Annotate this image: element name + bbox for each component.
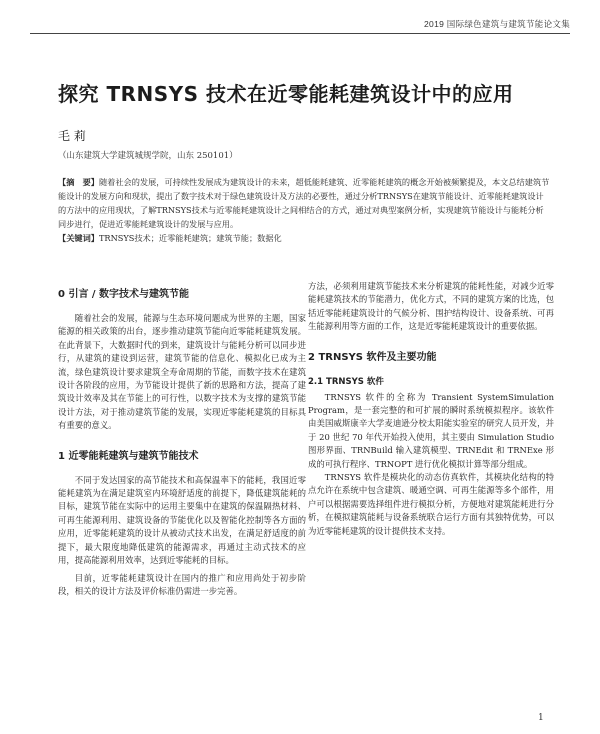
keywords	[58, 231, 550, 245]
right-column	[308, 280, 554, 538]
author-affiliation: （山东建筑大学建筑城规学院，山东 250101）	[58, 151, 238, 161]
section-0-paragraph: 随着社会的发展，能源与生态环境问题成为世界的主题，国家能源的相关政策的出台，逐步推动建筑节能向近零能耗建筑发展。在此背景下，大数据时代的到来，建筑设计与能耗分析可以同步进行，从建筑的建设到运营，建筑节能的信息化、模拟化已成为主流，绿色建筑设计要求建筑全寿命周期的节能，而数字技术在建筑设计各阶段的应用，为节能设计提供了新的思路和方法，提高了建筑设计效率及其在节能上的可行性，以数字技术为支撑的建筑节能设计方法，对于推动建筑节能的发展，实现近零能耗建筑的目标具有重要的意义。	[58, 313, 306, 431]
running-header: 2019 国际绿色建筑与建筑节能论文集	[424, 19, 570, 29]
subsection-2-1-paragraph-1: TRNSYS 软件的全称为 Transient SystemSimulation Program，是一套完整的和可扩展的瞬时系统模拟程序。该软件由美国威斯康辛大学麦迪逊分校太阳能实验室的研究人员开发，并于 20 世纪 70 年代开始投入使用，其主要由 Simulation Studio 图形界面、TRNBuild 输入建筑模型、TRNEdit 和 TRNExe 形成的可执行程序、TRNOPT 进行优化模拟计算等部分组成。	[308, 391, 554, 469]
abstract-block	[58, 175, 550, 247]
abstract-text: 随着社会的发展，可持续性发展成为建筑设计的未来，超低能耗建筑、近零能耗建筑的概念开始被频繁提及，本文总结建筑节能设计的发展方向和现状，提出了数字技术对于绿色建筑设计及方法的必要性，通过分析TRNSYS在建筑节能设计、近零能耗建筑设计的方法中的应用现状，了解TRNSYS技术与近零能耗建筑设计之间相结合的方式，通过对典型案例分析，实现建筑节能设计与能耗分析同步进行，促进近零能耗建筑设计的发展与应用。	[58, 177, 550, 229]
subsection-2-1-title: 2.1 TRNSYS 软件	[308, 376, 384, 387]
keywords-text: TRNSYS技术；近零能耗建筑；建筑节能；数据化	[98, 233, 282, 243]
page-number: 1	[538, 713, 544, 723]
abstract	[58, 175, 550, 231]
section-2-title: 2 TRNSYS 软件及主要功能	[308, 351, 437, 363]
intro-continued-paragraph: 方法，必须利用建筑节能技术来分析建筑的能耗性能，对减少近零能耗建筑技术的节能潜力，优化方式，不同的建筑方案的比选，包括近零能耗建筑设计的气候分析、围护结构设计、设备系统、可再生能源利用等方面的工作，这是近零能耗建筑设计的重要依据。	[308, 281, 554, 332]
subsection-2-1-paragraph-2: TRNSYS 软件是模块化的动态仿真软件，其模块化结构的特点允许在系统中包含建筑、暖通空调、可再生能源等多个部件，用户可以根据需要选择组件进行模拟分析，方便地对建筑能耗进行分析，在模拟建筑能耗与设备系统联合运行方面有其独特优势，可以为近零能耗建筑的设计提供技术支持。	[308, 472, 554, 536]
section-1-paragraph-2: 目前，近零能耗建筑设计在国内的推广和应用尚处于初步阶段，相关的设计方法及评价标准仍需进一步完善。	[58, 572, 306, 596]
left-column	[58, 285, 306, 598]
header-rule	[30, 33, 570, 34]
paper-title: 探究 TRNSYS 技术在近零能耗建筑设计中的应用	[58, 82, 514, 106]
section-0-title: 0 引言 / 数字技术与建筑节能	[58, 289, 190, 300]
section-1-title: 1 近零能耗建筑与建筑节能技术	[58, 450, 199, 462]
section-1-paragraph-1: 不同于发达国家的高节能技术和高保温率下的能耗，我国近零能耗建筑为在满足建筑室内环境舒适度的前提下，降低建筑能耗的目标，建筑节能在实际中的运用主要集中在建筑的保温隔热材料、可再生能源利用、建筑设备的节能优化以及智能化控制等各方面的应用，近零能耗建筑的设计从被动式技术出发，在满足舒适度的前提下，最大限度地降低建筑的能源需求，再通过主动式技术的应用，提高能源利用效率，达到近零能耗的目标。	[58, 474, 306, 566]
abstract-label: 【摘 要】	[58, 177, 99, 187]
author-name: 毛 莉	[58, 129, 86, 143]
keywords-label: 【关键词】	[58, 233, 99, 243]
